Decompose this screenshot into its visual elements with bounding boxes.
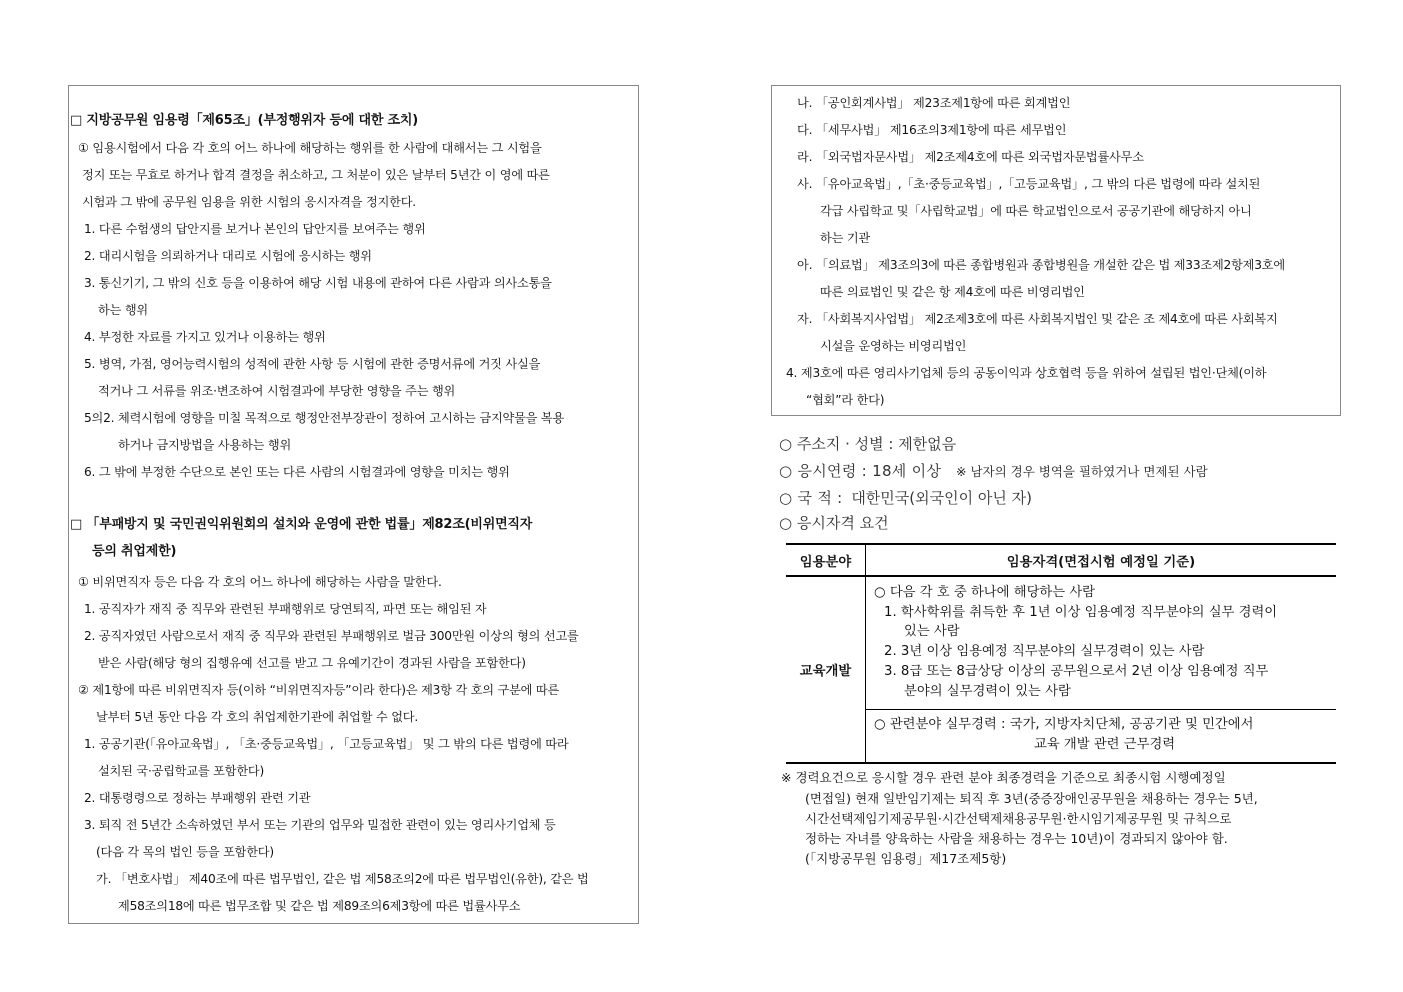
section2-item-cont: 설치된 국·공립학교를 포함한다) bbox=[98, 764, 265, 778]
box-subitem: 나. 「공인회계사법」 제23조제1항에 따른 회계법인 bbox=[797, 96, 1071, 110]
header-qualification: 임용자격(면접시험 예정일 기준) bbox=[1006, 554, 1196, 570]
qual-line: 있는 사람 bbox=[904, 624, 960, 639]
footnote-line: ※ 경력요건으로 응시할 경우 관련 분야 최종경력을 기준으로 최종시험 시행예정일 bbox=[781, 770, 1226, 785]
condition-age bbox=[779, 461, 1208, 482]
box-item-cont: “협회”라 한다) bbox=[806, 393, 885, 407]
section1-para-line: 시험과 그 밖에 공무원 임용을 위한 시험의 응시자격을 정지한다. bbox=[82, 195, 416, 209]
section1-item-cont: 하는 행위 bbox=[98, 303, 148, 317]
section1-title: □ 지방공무원 임용령「제65조」(부정행위자 등에 대한 조치) bbox=[70, 113, 419, 128]
section1-item: 3. 통신기기, 그 밖의 신호 등을 이용하여 해당 시험 내용에 관하여 다른 사람과 의사소통을 bbox=[84, 276, 552, 290]
box-subitem: 라. 「외국법자문사법」 제2조제4호에 따른 외국법자문법률사무소 bbox=[797, 150, 1144, 164]
box-item: 4. 제3호에 따른 영리사기업체 등의 공동이익과 상호협력 등을 위하여 설립된 법인·단체(이하 bbox=[786, 366, 1267, 380]
condition-address: ○ 주소지 · 성별 : 제한없음 bbox=[779, 435, 957, 453]
section2-item: 3. 퇴직 전 5년간 소속하였던 부서 또는 기관의 업무와 밀접한 관련이 있는 영리사기업체 등 bbox=[84, 818, 556, 832]
qualification-table bbox=[786, 543, 1336, 764]
condition-qualification: ○ 응시자격 요건 bbox=[779, 514, 889, 532]
section2-para: ① 비위면직자 등은 다음 각 호의 어느 하나에 해당하는 사람을 말한다. bbox=[78, 575, 442, 589]
header-field: 임용분야 bbox=[786, 544, 866, 576]
box-subitem-cont: 따른 의료법인 및 같은 항 제4호에 따른 비영리법인 bbox=[820, 285, 1085, 299]
footnote-line: 시간선택제임기제공무원·시간선택제채용공무원·한시임기제공무원 및 규칙으로 bbox=[805, 811, 1232, 826]
section1-item: 4. 부정한 자료를 가지고 있거나 이용하는 행위 bbox=[84, 330, 326, 344]
qual-line: 1. 학사학위를 취득한 후 1년 이상 임용예정 직무분야의 실무 경력이 bbox=[884, 605, 1278, 620]
footnote-line: (면접일) 현재 일반임기제는 퇴직 후 3년(중증장애인공무원을 채용하는 경우는 5년, bbox=[805, 791, 1258, 806]
section1-item: 1. 다른 수험생의 답안지를 보거나 본인의 답안지를 보여주는 행위 bbox=[84, 222, 426, 236]
condition-nationality bbox=[779, 488, 1032, 508]
box-subitem: 자. 「사회복지사업법」 제2조제3호에 따른 사회복지법인 및 같은 조 제4호에 따른 사회복지 bbox=[797, 312, 1278, 326]
box-subitem: 다. 「세무사법」 제16조의3제1항에 따른 세무법인 bbox=[797, 123, 1067, 137]
section1-para-line: 정지 또는 무효로 하거나 합격 결정을 취소하고, 그 처분이 있은 날부터 5년간 이 영에 따른 bbox=[82, 168, 550, 182]
box-subitem: 아. 「의료법」 제3조의3에 따른 종합병원과 종합병원을 개설한 같은 법 제33조제2항제3호에 bbox=[797, 258, 1285, 272]
qualification-cell bbox=[866, 576, 1337, 763]
section2-item: 2. 대통령령으로 정하는 부패행위 관련 기관 bbox=[84, 791, 311, 805]
section1-item-cont: 적거나 그 서류를 위조·변조하여 시험결과에 부당한 영향을 주는 행위 bbox=[98, 384, 456, 398]
qual-line: 분야의 실무경력이 있는 사람 bbox=[904, 684, 1071, 699]
section2-para-cont: 날부터 5년 동안 다음 각 호의 취업제한기관에 취업할 수 없다. bbox=[96, 710, 419, 724]
section2-subitem: 가. 「변호사법」 제40조에 따른 법무법인, 같은 법 제58조의2에 따른 법무법인(유한), 같은 법 bbox=[96, 872, 589, 886]
section2-item-cont: 받은 사람(해당 형의 집행유예 선고를 받고 그 유예기간이 경과된 사람을 포함한다) bbox=[98, 656, 526, 670]
section2-item-cont: (다음 각 목의 법인 등을 포함한다) bbox=[96, 845, 274, 859]
nationality-value: 대한민국(외국인이 아닌 자) bbox=[851, 489, 1032, 507]
field-cell: 교육개발 bbox=[786, 576, 866, 763]
box-subitem-cont: 각급 사립학교 및「사립학교법」에 따른 학교법인으로서 공공기관에 해당하지 아니 bbox=[820, 204, 1252, 218]
section1-item: 5의2. 체력시험에 영향을 미칠 목적으로 행정안전부장관이 정하여 고시하는 금지약물을 복용 bbox=[84, 411, 565, 425]
nationality-label: ○ 국 적 : bbox=[779, 489, 843, 507]
section2-title: □ 「부패방지 및 국민권익위원회의 설치와 운영에 관한 법률」제82조(비위면직자 bbox=[70, 517, 533, 532]
section1-item: 6. 그 밖에 부정한 수단으로 본인 또는 다른 사람의 시험결과에 영향을 미치는 행위 bbox=[84, 465, 510, 479]
section1-item-cont: 하거나 금지방법을 사용하는 행위 bbox=[118, 438, 292, 452]
section2-item: 2. 공직자였던 사람으로서 재직 중 직무와 관련된 부패행위로 벌금 300만원 이상의 형의 선고를 bbox=[84, 629, 579, 643]
footnote-line: 정하는 자녀를 양육하는 사람을 채용하는 경우는 10년)이 경과되지 않아야 함. bbox=[805, 831, 1228, 846]
section2-title-cont: 등의 취업제한) bbox=[92, 544, 177, 559]
section2-item: 1. 공공기관(「유아교육법」, 「초·중등교육법」, 「고등교육법」 및 그 밖의 다른 법령에 따라 bbox=[84, 737, 569, 751]
footnote-line: (「지방공무원 임용령」제17조제5항) bbox=[805, 851, 1007, 866]
box-subitem: 사. 「유아교육법」,「초·중등교육법」,「고등교육법」, 그 밖의 다른 법령에 따라 설치된 bbox=[797, 177, 1261, 191]
table-row bbox=[786, 576, 1336, 763]
section2-item: 1. 공직자가 재직 중 직무와 관련된 부패행위로 당연퇴직, 파면 또는 해임된 자 bbox=[84, 602, 487, 616]
section1-item: 2. 대리시험을 의뢰하거나 대리로 시험에 응시하는 행위 bbox=[84, 249, 372, 263]
section1-para-line: ① 임용시험에서 다음 각 호의 어느 하나에 해당하는 행위를 한 사람에 대해서는 그 시험을 bbox=[78, 141, 542, 155]
related-value: 교육 개발 관련 근무경력 bbox=[1034, 737, 1176, 752]
table-header-row bbox=[786, 544, 1336, 576]
box-subitem-cont: 시설을 운영하는 비영리법인 bbox=[820, 339, 967, 353]
section2-para: ② 제1항에 따른 비위면직자 등(이하 “비위면직자등”이라 한다)은 제3항 각 호의 구분에 따른 bbox=[78, 683, 560, 697]
qual-line: 2. 3년 이상 임용예정 직무분야의 실무경력이 있는 사람 bbox=[884, 644, 1205, 659]
section2-subitem-cont: 제58조의18에 따른 법무조합 및 같은 법 제89조의6제3항에 따른 법률사무소 bbox=[118, 899, 521, 913]
age-label: ○ 응시연령 : 18세 이상 bbox=[779, 462, 942, 480]
related-label: ○ 관련분야 실무경력 : 국가, 지방자치단체, 공공기관 및 민간에서 bbox=[874, 717, 1254, 732]
qual-line: 3. 8급 또는 8급상당 이상의 공무원으로서 2년 이상 임용예정 직무 bbox=[884, 664, 1269, 679]
cell-divider bbox=[866, 709, 1336, 710]
qual-line: ○ 다음 각 호 중 하나에 해당하는 사람 bbox=[874, 585, 1096, 600]
age-note: ※ 남자의 경우 병역을 필하였거나 면제된 사람 bbox=[956, 464, 1208, 479]
box-subitem-cont: 하는 기관 bbox=[820, 231, 870, 245]
section1-item: 5. 병역, 가점, 영어능력시험의 성적에 관한 사항 등 시험에 관한 증명서류에 거짓 사실을 bbox=[84, 357, 541, 371]
